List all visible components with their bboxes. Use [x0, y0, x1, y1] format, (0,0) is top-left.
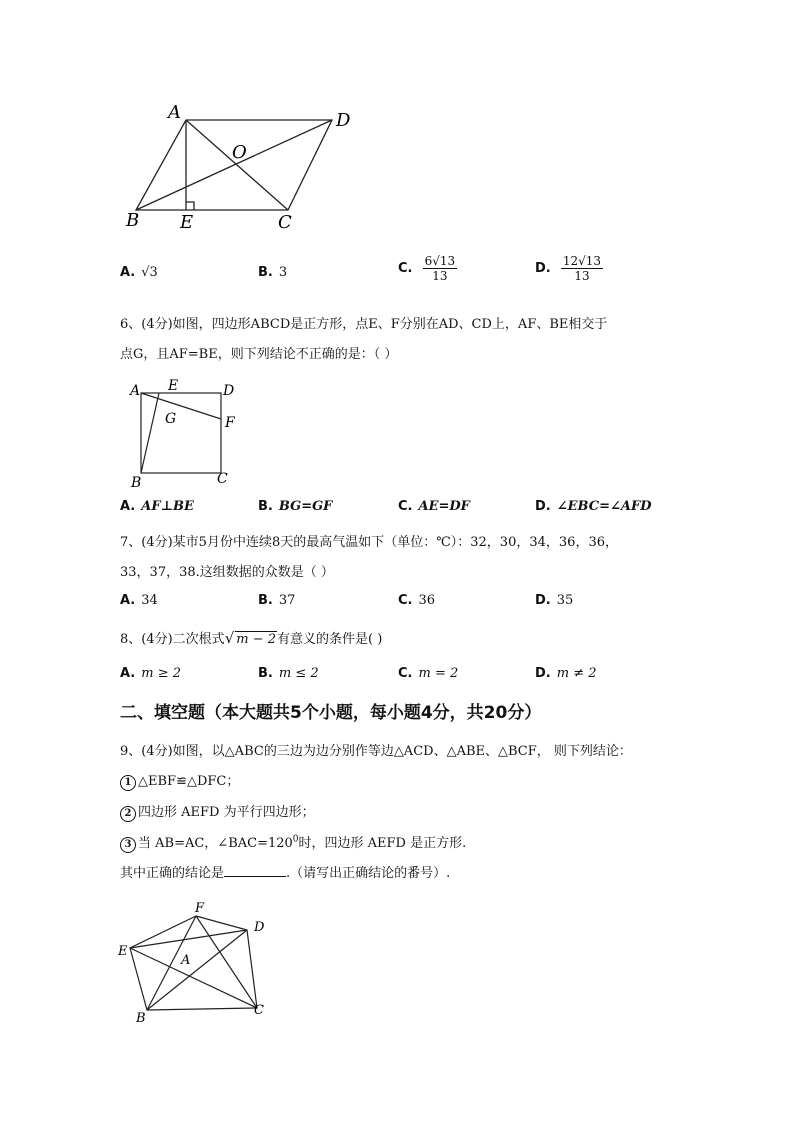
q9-answer-line: 其中正确的结论是 .（请写出正确结论的番号）.	[120, 866, 451, 881]
q5-option-d: D. $\frac{12√13}{13}$	[535, 254, 602, 283]
fig6-label-F: F	[225, 415, 235, 431]
fig5-label-A: A	[168, 102, 181, 123]
parallelogram-figure	[120, 98, 360, 238]
fig6-label-C: C	[217, 471, 228, 487]
q9-line1: 9、(4分)如图，以△ABC的三边为边分别作等边△ACD、△ABE、△BCF， 则下列结论：	[120, 744, 632, 759]
q7-option-a: A. 34	[120, 593, 158, 608]
fig5-label-O: O	[232, 142, 247, 163]
q7-option-c: C. 36	[398, 593, 436, 608]
circled-number-3: 3	[120, 837, 136, 853]
fig9-label-E: E	[118, 944, 128, 959]
q7-line1: 7、(4分)某市5月份中连续8天的最高气温如下（单位：℃）：32，30，34，36，36，	[120, 535, 618, 550]
fig6-label-D: D	[223, 383, 235, 399]
triangles-figure	[112, 898, 282, 1028]
q6-option-d: D. ∠EBC=∠AFD	[535, 499, 652, 514]
q7-line2: 33，37，38.这组数据的众数是（ ）	[120, 565, 334, 580]
q5-option-c: C. $\frac{6√13}{13}$	[398, 254, 456, 283]
q6-option-c: C. AE=DF	[398, 499, 470, 514]
fig9-label-F: F	[195, 901, 205, 916]
section-heading: 二、填空题（本大题共5个小题，每小题4分，共20分）	[120, 703, 542, 723]
q9-conclusion-2: 2 四边形 AEFD 为平行四边形；	[120, 801, 315, 822]
fig9-label-D: D	[254, 920, 265, 935]
fig5-label-B: B	[126, 210, 140, 231]
fig9-label-B: B	[136, 1011, 146, 1026]
q6-line2: 点G，且AF=BE，则下列结论不正确的是：（ ）	[120, 347, 398, 362]
q8-radicand: m − 2	[236, 632, 277, 647]
q6-option-a: A. AF⊥BE	[120, 499, 194, 514]
fig9-label-C: C	[254, 1003, 264, 1018]
q8-option-d: D. m ≠ 2	[535, 666, 597, 681]
circled-number-2: 2	[120, 806, 136, 822]
q9-conclusion-3: 3 当 AB=AC，$\angle BAC=120^0$时，四边形 AEFD 是正方形.	[120, 832, 466, 853]
q8-line: 8、(4分)二次根式√ m − 2有意义的条件是( )	[120, 629, 383, 647]
q9-conclusion-1: 1 △EBF≌△DFC；	[120, 770, 239, 791]
fig5-label-D: D	[336, 110, 351, 131]
fig9-label-A: A	[181, 953, 191, 968]
fig6-label-G: G	[165, 411, 177, 427]
q6-option-b: B. BG=GF	[258, 499, 333, 514]
q8-option-a: A. m ≥ 2	[120, 666, 182, 681]
q8-option-c: C. m = 2	[398, 666, 459, 681]
q6-line1: 6、(4分)如图，四边形ABCD是正方形，点E、F分别在AD、CD上，AF、BE相交于	[120, 317, 608, 332]
q7-option-d: D. 35	[535, 593, 574, 608]
fig6-label-E: E	[168, 378, 179, 394]
q5-option-a-text: √3	[141, 265, 158, 280]
square-figure	[125, 375, 255, 490]
fig5-label-E: E	[180, 212, 194, 233]
fig6-label-B: B	[131, 475, 142, 490]
answer-blank[interactable]	[224, 864, 286, 877]
q5-option-a: A. √3	[120, 265, 158, 280]
q7-option-b: B. 37	[258, 593, 296, 608]
fig5-label-C: C	[278, 212, 292, 233]
circled-number-1: 1	[120, 775, 136, 791]
q5-option-b: B. 3	[258, 265, 288, 280]
fig6-label-A: A	[130, 383, 141, 399]
q8-option-b: B. m ≤ 2	[258, 666, 319, 681]
